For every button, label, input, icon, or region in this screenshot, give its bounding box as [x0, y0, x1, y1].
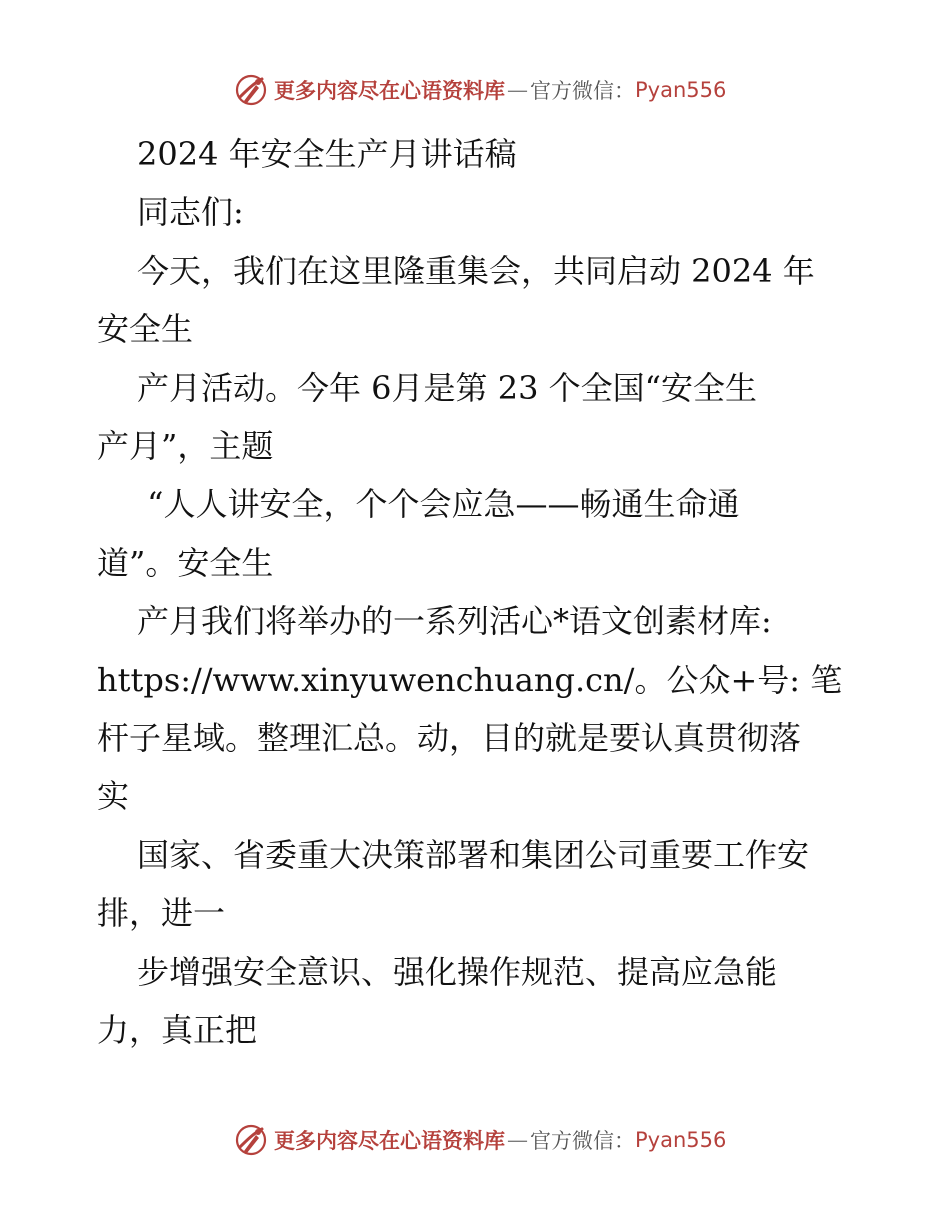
text-line: 今天，我们在这里隆重集会，共同启动 2024 年 [137, 251, 815, 290]
text-line: 产月我们将举办的一系列活心*语文创素材库: [137, 602, 772, 641]
watermark-tagline: 更多内容尽在心语资料库 [274, 78, 505, 103]
text-line: “人人讲安全，个个会应急——畅通生命通 [137, 485, 740, 524]
text-line: 道”。安全生 [97, 543, 274, 582]
text-line: 力，真正把 [97, 1011, 258, 1050]
watermark-wechat-label: 官方微信： [530, 1129, 635, 1153]
watermark-footer [234, 1120, 726, 1160]
watermark-dash: — [507, 78, 528, 102]
text-line: 实 [97, 777, 130, 816]
document-body [97, 125, 877, 1060]
salutation: 同志们: [137, 193, 244, 232]
pen-logo-icon [234, 73, 268, 107]
watermark-wechat-id: Pyan556 [635, 78, 727, 102]
text-line: 安全生 [97, 310, 194, 349]
text-line: 国家、省委重大决策部署和集团公司重要工作安 [137, 835, 810, 874]
watermark-wechat-label: 官方微信： [530, 79, 635, 103]
watermark-tagline: 更多内容尽在心语资料库 [274, 1128, 505, 1153]
text-line: 产月”，主题 [97, 427, 274, 466]
text-line: 步增强安全意识、强化操作规范、提高应急能 [137, 952, 778, 991]
text-line: https://www.xinyuwenchuang.cn/。公众+号: 笔 [97, 660, 843, 699]
text-line: 产月活动。今年 6月是第 23 个全国“安全生 [137, 368, 757, 407]
text-line: 排，进一 [97, 894, 226, 933]
watermark-dash: — [507, 1128, 528, 1152]
text-line: 杆子星域。整理汇总。动，目的就是要认真贯彻落 [97, 719, 802, 758]
pen-logo-icon [234, 1123, 268, 1157]
document-title: 2024 年安全生产月讲话稿 [137, 135, 517, 173]
watermark-header [234, 70, 726, 110]
watermark-wechat-id: Pyan556 [635, 1128, 727, 1152]
